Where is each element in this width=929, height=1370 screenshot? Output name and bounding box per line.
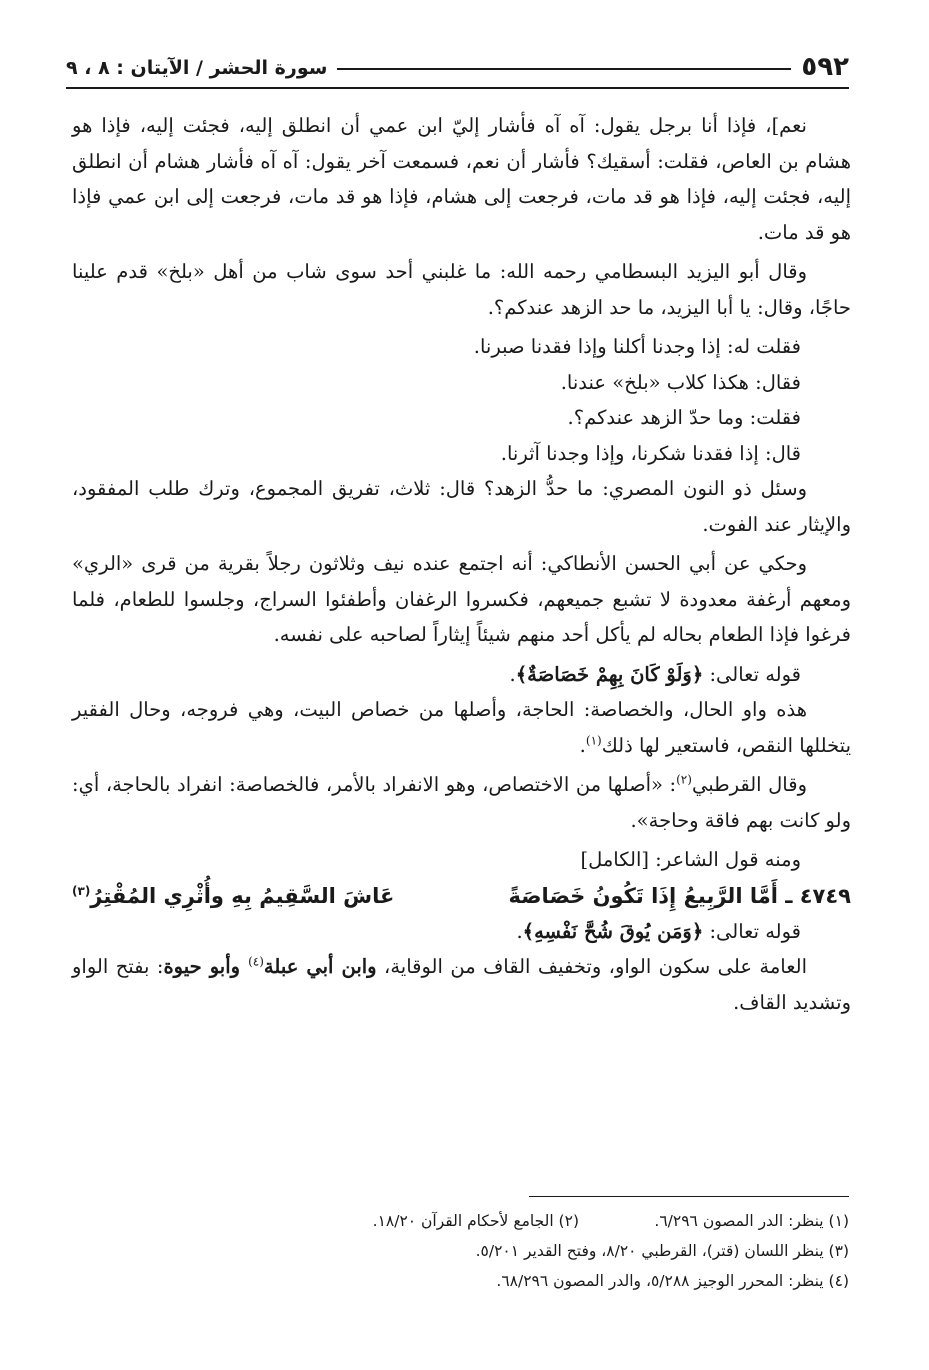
quran-verse-line xyxy=(72,914,851,950)
verse-end: . xyxy=(509,662,516,686)
paragraph: وحكي عن أبي الحسن الأنطاكي: أنه اجتمع عنده نيف وثلاثون رجلاً بقرية من قرى «الري» ومعهم أرغفة معدودة لا تشبع جميعهم، فكسروا الرغفان وأطفئوا السراج، وجلسوا للطعام، فلما فرغوا فإذا الطعام بحاله لم يأكل أحد منهم شيئاً إيثاراً لصاحبه على نفسه. xyxy=(72,552,851,646)
footnote-rule xyxy=(529,1196,849,1197)
header-dash-line xyxy=(337,68,791,70)
page-header xyxy=(66,42,849,82)
paragraph-text: : «أصلها من الاختصاص، وهو الانفراد بالأمر، فالخصاصة: انفراد بالحاجة، أي: ولو كانت بهم فاقة وحاجة». xyxy=(72,773,851,832)
paragraph-text: هذه واو الحال، والخصاصة: الحاجة، وأصلها من خصاص البيت، وهي فروجه، وحال الفقير يتخللها النقص، فاستعير لها ذلك xyxy=(72,698,851,757)
header-rule xyxy=(66,87,849,89)
poet-intro: ومنه قول الشاعر: [الكامل] xyxy=(580,848,801,871)
poem-number: ٤٧٤٩ xyxy=(799,883,851,908)
quran-verse-line xyxy=(72,657,851,693)
footnote-row xyxy=(72,1236,849,1266)
dialog-line: فقال: هكذا كلاب «بلخ» عندنا. xyxy=(560,370,801,394)
footnotes xyxy=(72,1206,849,1296)
main-text xyxy=(72,108,851,1024)
poem-second-hemistich xyxy=(72,878,394,914)
reader-name: وابن أبي عبلة xyxy=(263,955,377,978)
verse-intro: قوله تعالى: xyxy=(703,919,801,943)
footnote-mark: (١) xyxy=(585,733,602,747)
quran-text: ﴿وَمَن يُوقَ شُحَّ نَفْسِهِ﴾ xyxy=(522,919,704,943)
paragraph xyxy=(72,692,851,763)
paragraph xyxy=(72,767,851,838)
dialog-line: فقلت: وما حدّ الزهد عندكم؟. xyxy=(567,406,801,429)
verse-intro: قوله تعالى: xyxy=(703,662,801,686)
running-head: سورة الحشر / الآيتان : ٨ ، ٩ xyxy=(66,57,328,79)
footnote-row xyxy=(72,1266,849,1296)
quran-text: ﴿وَلَوْ كَانَ بِهِمْ خَصَاصَةٌ﴾ xyxy=(515,662,704,686)
paragraph-end: : بفتح الواو وتشديد القاف. xyxy=(72,955,851,1014)
paragraph: نعم]، فإذا أنا برجل يقول: آه آه فأشار إليّ ابن عمي أن انطلق إليه، فجئت إليه، فإذا هو هشام بن العاص، فقلت: أسقيك؟ فأشار أن نعم، فسمعت آخر يقول: آه آه فأشار هشام أن انطلق إليه، فجئت إليه، فإذا هو قد مات، فرجعت إلى هشام، فإذا هو قد مات، فرجعت إلى ابن عمي فإذا هو قد مات. xyxy=(72,114,851,244)
paragraph-start: العامة على سكون الواو، وتخفيف القاف من الوقاية، xyxy=(376,955,807,978)
verse-end: . xyxy=(516,919,523,943)
footnote-mark: (٢) xyxy=(676,772,692,787)
dialog-line: قال: إذا فقدنا شكرنا، وإذا وجدنا آثرنا. xyxy=(500,441,801,465)
footnote-mark: (٣) xyxy=(72,883,91,898)
poem-second-text: عَاشَ السَّقِيمُ بِهِ وأُثْرِي المُقْتِرُ xyxy=(90,883,395,908)
footnote: (٢) الجامع لأحكام القرآن ١٨/٢٠. xyxy=(372,1212,579,1230)
poem-first-hemistich xyxy=(509,878,851,914)
footnote: (٤) ينظر: المحرر الوجيز ٥/٢٨٨، والدر المصون ٦٨/٢٩٦. xyxy=(496,1272,849,1290)
footnote-row xyxy=(72,1206,849,1236)
paragraph xyxy=(72,949,851,1020)
footnote: (٣) ينظر اللسان (قتر)، القرطبي ٨/٢٠، وفتح القدير ٥/٢٠١. xyxy=(475,1242,849,1260)
poem-first-text: ـ أَمَّا الرَّبِيعُ إِذَا تَكُونُ خَصَاصَةً xyxy=(508,883,793,908)
paragraph: وسئل ذو النون المصري: ما حدُّ الزهد؟ قال: ثلاث، تفريق المجموع، وترك طلب المفقود، والإيثار عند الفوت. xyxy=(72,477,851,536)
page-number: ٥٩٢ xyxy=(801,52,849,82)
footnote-mark: (٤) xyxy=(248,954,264,969)
paragraph-start: وقال القرطبي xyxy=(691,773,807,796)
dialog-line: فقلت له: إذا وجدنا أكلنا وإذا فقدنا صبرنا. xyxy=(473,335,801,358)
footnote: (١) ينظر: الدر المصون ٦/٢٩٦. xyxy=(654,1212,849,1230)
reader-name: وأبو حيوة xyxy=(163,955,249,978)
poem-verse xyxy=(72,878,851,914)
paragraph: وقال أبو اليزيد البسطامي رحمه الله: ما غلبني أحد سوى شاب من أهل «بلخ» قدم علينا حاجًا، وقال: يا أبا اليزيد، ما حد الزهد عندكم؟. xyxy=(72,260,851,319)
paragraph-end: . xyxy=(579,733,586,757)
